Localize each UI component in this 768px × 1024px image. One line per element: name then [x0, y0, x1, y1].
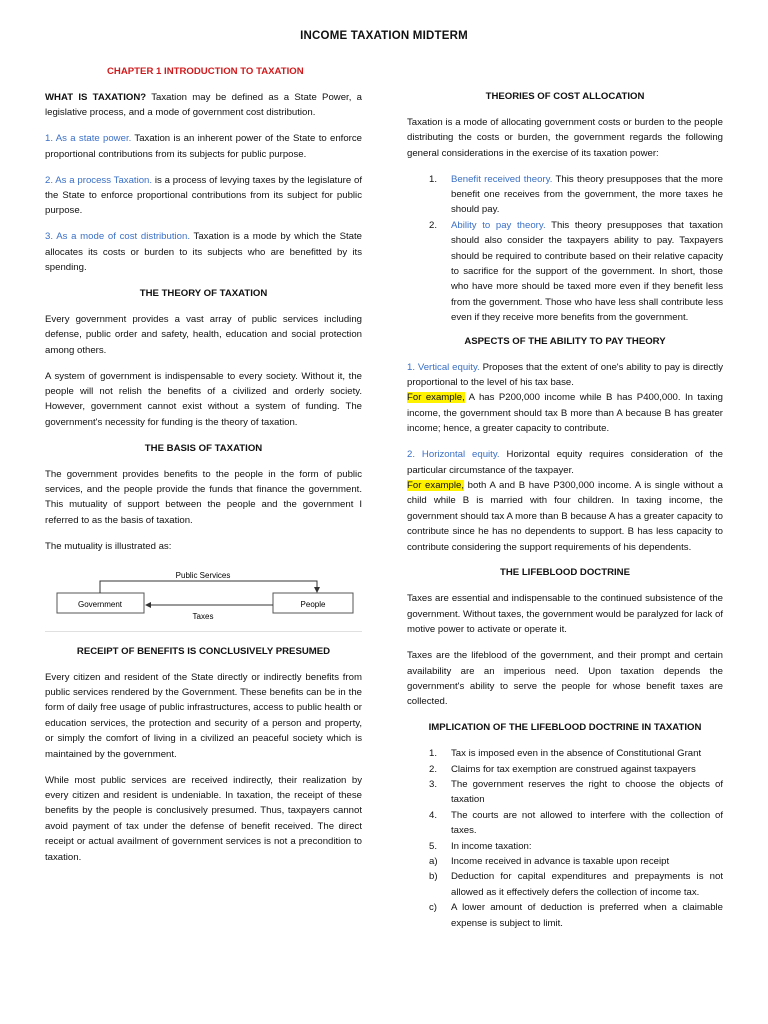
- state-power-text: Taxation is an inherent power of the State to enforce proportional contributions from its subjects for public purpose.: [45, 133, 362, 160]
- list-item-number: 1.: [429, 748, 438, 760]
- aspects-heading: ASPECTS OF THE ABILITY TO PAY THEORY: [464, 335, 666, 347]
- implication-heading: IMPLICATION OF THE LIFEBLOOD DOCTRINE IN TAXATION: [428, 722, 702, 734]
- list-item-number: a): [429, 855, 438, 867]
- theory-text: This theory presupposes that taxation should also consider the taxpayers ability to pay. Taxpayers should be required to contribute based on their relative capacity to sacrifice for the support of the government. In short, those who have more should be taxed more even if they benefit less from the government. Those who have less shall contribute less even if they receive more benefits from the government.: [451, 219, 723, 324]
- left-column: [45, 64, 362, 875]
- list-item-text: In income taxation:: [451, 840, 532, 852]
- list-item: [407, 172, 723, 218]
- vertical-example-highlight: For example,: [407, 392, 465, 404]
- lifeblood-paragraph-2: Taxes are the lifeblood of the government, and their prompt and certain availability are an imperious need. Upon taxation depends the government's ability to serve the people for whose benefit taxes are collected.: [407, 650, 723, 708]
- implications-list: [407, 746, 723, 931]
- list-item-text: A lower amount of deduction is preferred when a claimable expense is subject to limit.: [451, 902, 723, 929]
- cost-distribution-text: Taxation is a mode by which the State allocates its costs or burden to its subjects who are benefitted by its spending.: [45, 231, 362, 274]
- list-item-number: 2.: [429, 219, 438, 231]
- document-title: INCOME TAXATION MIDTERM: [300, 30, 468, 42]
- what-is-taxation-paragraph: [45, 90, 362, 121]
- process-paragraph: [45, 173, 362, 219]
- theory-paragraph-2: A system of government is indispensable to every society. Without it, the people will not relish the benefits of a civilized and orderly society. However, government cannot exist without a system of funding. The government's necessity for funding is the theory of taxation.: [45, 370, 362, 428]
- cost-distribution-paragraph: [45, 229, 362, 275]
- process-text: is a process of levying taxes by the legislature of the State to enforce proportional contributions from its subject for public purpose.: [45, 174, 362, 217]
- horizontal-example-highlight: For example,: [407, 479, 464, 491]
- list-item-number: 2.: [429, 763, 438, 775]
- theory-lead: Ability to pay theory.: [451, 219, 546, 231]
- list-item-text: The government reserves the right to choose the objects of taxation: [451, 778, 723, 806]
- list-item-text: Tax is imposed even in the absence of Constitutional Grant: [451, 748, 702, 760]
- list-item-text: Income received in advance is taxable upon receipt: [451, 855, 670, 867]
- government-box-label: Government: [77, 599, 123, 609]
- list-item-text: Deduction for capital expenditures and prepayments is not allowed as it effectively defers the collection of income tax.: [451, 871, 723, 898]
- horizontal-equity-text: Horizontal equity requires consideration of the particular circumstance of the taxpayer.: [407, 449, 723, 476]
- basis-paragraph-2: The mutuality is illustrated as:: [45, 540, 172, 552]
- theory-heading: THE THEORY OF TAXATION: [139, 287, 268, 299]
- list-item-number: c): [429, 902, 437, 914]
- list-item: [407, 218, 723, 326]
- basis-paragraph-1: The government provides benefits to the people in the form of public services, and the people provide the funds that finance the government. This mutuality of support between the people and the government I referred to as the basis of taxation.: [45, 468, 362, 526]
- horizontal-equity-lead: 2. Horizontal equity.: [407, 449, 500, 461]
- people-box-label: People: [300, 599, 326, 609]
- process-lead: 2. As a process Taxation.: [45, 174, 153, 186]
- list-item-number: 5.: [429, 840, 438, 852]
- mutuality-diagram-svg: [45, 565, 362, 629]
- list-item-number: 1.: [429, 173, 438, 185]
- list-item: [407, 839, 723, 854]
- list-item: [407, 869, 723, 900]
- vertical-equity-lead: 1. Vertical equity.: [407, 361, 480, 373]
- list-item: [407, 808, 723, 839]
- lifeblood-heading: THE LIFEBLOOD DOCTRINE: [499, 567, 631, 579]
- theories-list: [407, 172, 723, 326]
- vertical-example-text: A has P200,000 income while B has P400,000. In taxing income, the government should tax B more than A because B has greater income; hence, a greater capacity to contribute.: [407, 392, 724, 435]
- list-item: [407, 746, 723, 761]
- list-item: [407, 762, 723, 777]
- vertical-equity-text: Proposes that the extent of one's ability to pay is directly proportional to the level of his tax base.: [407, 361, 723, 388]
- list-item-number: 3.: [429, 778, 438, 790]
- receipt-paragraph-2: While most public services are received indirectly, their realization by every citizen and resident is undeniable. In taxation, the receipt of these benefits by the people is conclusively presumed. Thus, taxpayers cannot avoid payment of tax under the defense of benefit received. The direct receipt or actual availment of government services is not a precondition to taxation.: [45, 774, 362, 863]
- state-power-lead: 1. As a state power.: [45, 133, 132, 145]
- public-services-label: Public Services: [175, 570, 231, 580]
- chapter-heading: CHAPTER 1 INTRODUCTION TO TAXATION: [107, 66, 304, 77]
- cost-distribution-lead: 3. As a mode of cost distribution.: [45, 231, 190, 243]
- horizontal-example-text: both A and B have P300,000 income. A is single without a child while B is married with four children. In taxing income, the government should tax A more than B because A has a greater capacity to contribute since he has no dependents to support. B has less capacity to contribute considering the support requirements of his dependents.: [407, 479, 724, 553]
- list-item-text: Claims for tax exemption are construed against taxpayers: [451, 763, 696, 775]
- taxes-label: Taxes: [192, 611, 214, 621]
- receipt-heading: RECEIPT OF BENEFITS IS CONCLUSIVELY PRESUMED: [76, 645, 331, 657]
- list-item: [407, 777, 723, 808]
- horizontal-equity-paragraph: [407, 447, 723, 555]
- what-is-taxation-lead: WHAT IS TAXATION?: [45, 91, 147, 103]
- vertical-equity-paragraph: [407, 360, 723, 437]
- list-item-number: b): [429, 871, 438, 883]
- public-services-arrow: [100, 581, 317, 593]
- list-item-text: The courts are not allowed to interfere with the collection of taxes.: [451, 809, 723, 837]
- list-item: [407, 854, 723, 869]
- receipt-paragraph-1: Every citizen and resident of the State directly or indirectly benefits from public services rendered by the Government. These benefits can be in the form of daily free usage of public infrastructures, access to public health or education services, the protection and security of a person and property, or simply the comfort of living in a civilized an peaceful society which is maintained by the government.: [45, 671, 362, 760]
- basis-heading: THE BASIS OF TAXATION: [144, 442, 263, 454]
- theory-lead: Benefit received theory.: [451, 173, 553, 185]
- theory-text: This theory presupposes that the more benefit one receives from the government, the more taxes he should pay.: [451, 173, 723, 216]
- list-item: [407, 900, 723, 931]
- cost-allocation-heading: THEORIES OF COST ALLOCATION: [485, 91, 645, 102]
- what-is-taxation-text: Taxation may be defined as a State Power, a legislative process, and a mode of government cost distribution.: [45, 91, 362, 119]
- right-column: [407, 89, 723, 931]
- mutuality-diagram: [45, 565, 362, 632]
- state-power-paragraph: [45, 131, 362, 162]
- lifeblood-paragraph-1: Taxes are essential and indispensable to the continued subsistence of the government. Without taxes, the government would be paralyzed for lack of motive power to activate or operate it.: [407, 593, 723, 636]
- theory-paragraph-1: Every government provides a vast array of public services including defense, public order and safety, health, education and social protection among others.: [45, 313, 362, 356]
- list-item-number: 4.: [429, 809, 438, 821]
- cost-allocation-paragraph: Taxation is a mode of allocating government costs or burden to the people distributing the costs or burden, the government regards the following general considerations in the exercise of its taxation power:: [407, 116, 723, 159]
